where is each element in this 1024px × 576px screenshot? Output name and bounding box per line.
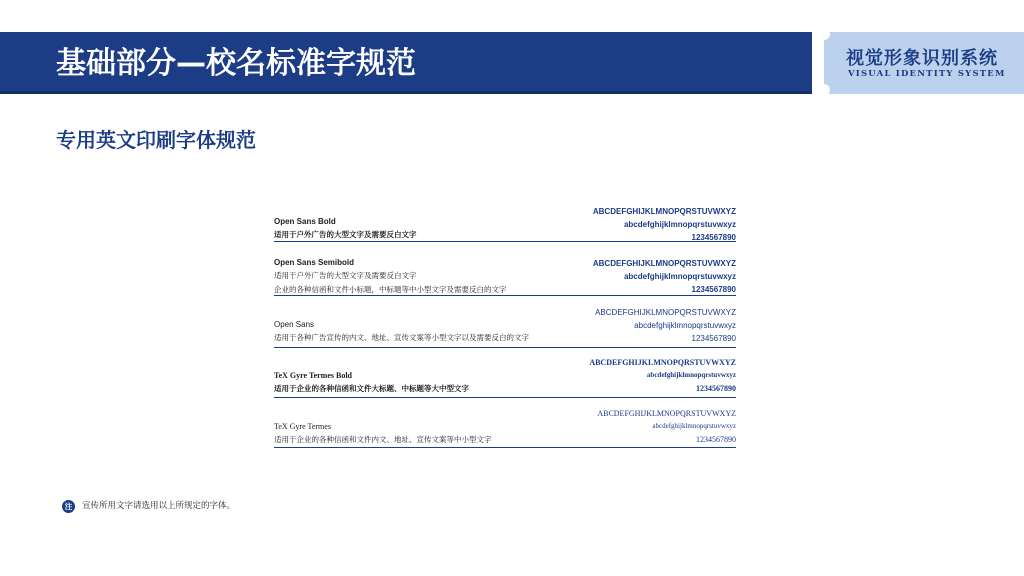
note-text: 宣传所用文字请选用以上所规定的字体。 [82,501,236,511]
sample-lowercase: abcdefghijklmnopqrstuvwxyz [623,272,736,281]
badge-title-cn: 视觉形象识别系统 [846,48,998,69]
sample-lowercase: abcdefghijklmnopqrstuvwxyz [634,321,736,330]
font-desc: 适用于企业的各种信函和文件内文、地址、宣传文案等中小型文字 [274,435,492,444]
font-desc: 适用于户外广告的大型文字及需要反白文字 [274,230,417,239]
font-name: Open Sans [274,320,315,329]
badge-notch-top [818,28,830,40]
font-desc: 适用于企业的各种信函和文件大标题、中标题等大中型文字 [274,384,469,393]
sample-uppercase: ABCDEFGHIJKLMNOPQRSTUVWXYZ [592,207,736,216]
sample-lowercase: abcdefghijklmnopqrstuvwxyz [652,422,736,430]
font-row-termes [274,398,736,448]
sample-digits: 1234567890 [691,285,736,294]
page-title: 基础部分—校名标准字规范 [56,46,416,81]
font-desc: 适用于户外广告的大型文字及需要反白文字 [274,271,417,280]
font-spec-table [274,204,736,448]
note-icon: 注 [62,500,75,513]
badge-notch-bottom [818,84,830,96]
font-row-open-sans [274,296,736,348]
badge-title-en: VISUAL IDENTITY SYSTEM [848,69,1006,79]
sample-digits: 1234567890 [696,435,736,444]
font-name: TeX Gyre Termes Bold [274,371,353,380]
font-row-open-sans-semibold [274,242,736,296]
sample-uppercase: ABCDEFGHIJKLMNOPQRSTUVWXYZ [595,308,736,317]
sample-lowercase: abcdefghijklmnopqrstuvwxyz [623,220,736,229]
font-row-open-sans-bold [274,204,736,242]
sample-uppercase: ABCDEFGHIJKLMNOPQRSTUVWXYZ [589,358,736,367]
sample-digits: 1234567890 [691,233,736,242]
sample-digits: 1234567890 [696,384,736,393]
sample-uppercase: ABCDEFGHIJKLMNOPQRSTUVWXYZ [597,409,736,418]
section-subtitle: 专用英文印刷字体规范 [56,128,256,152]
font-desc: 企业的各种信函和文件小标题，中标题等中小型文字及需要反白的文字 [274,285,507,294]
font-name: Open Sans Bold [274,217,336,226]
font-name: Open Sans Semibold [274,258,355,267]
sample-lowercase: abcdefghijklmnopqrstuvwxyz [646,371,736,379]
sample-digits: 1234567890 [691,334,736,343]
font-desc: 适用于各种广告宣传的内文、地址、宣传文案等小型文字以及需要反白的文字 [274,333,529,342]
font-row-termes-bold [274,348,736,398]
font-name: TeX Gyre Termes [274,422,331,431]
sample-uppercase: ABCDEFGHIJKLMNOPQRSTUVWXYZ [592,259,736,268]
